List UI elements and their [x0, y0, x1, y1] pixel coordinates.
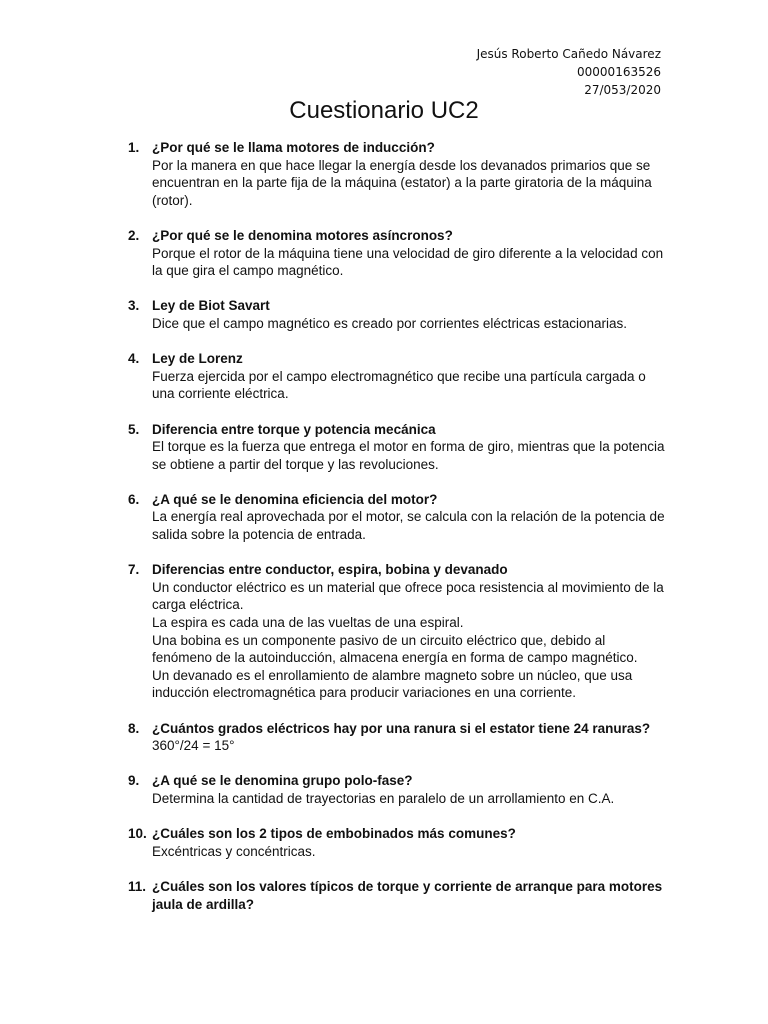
question-item: [128, 772, 668, 807]
question-item: [128, 227, 668, 280]
question-item: [128, 825, 668, 860]
question-number: 8.: [128, 720, 140, 736]
question-text: Ley de Biot Savart: [152, 298, 270, 314]
question-text: ¿A qué se le denomina eficiencia del motor?: [152, 491, 438, 507]
question-list: [128, 139, 668, 931]
answer-text: Fuerza ejercida por el campo electromagnético que recibe una partícula cargada o una corriente eléctrica.: [152, 368, 646, 402]
question-number: 1.: [128, 140, 140, 155]
question-number: 5.: [128, 421, 140, 437]
question-text: ¿Cuántos grados eléctricos hay por una ranura si el estator tiene 24 ranuras?: [152, 720, 651, 736]
author-header: [477, 45, 661, 99]
answer-text: El torque es la fuerza que entrega el motor en forma de giro, mientras que la potencia se obtiene a partir del torque y las revoluciones.: [152, 439, 665, 472]
question-number: 7.: [128, 562, 140, 578]
question-number: 11.: [128, 878, 147, 894]
answer-text: Un conductor eléctrico es un material que ofrece poca resistencia al movimiento de la carga eléctrica. La espira es cada una de las vueltas de una espiral. Una bobina es un componente pasivo de un circuito eléctrico que, debido al fenómeno de la autoinducción, almacena energía en forma de campo magnético. Un devanado es el enrollamiento de alambre magneto sobre un núcleo, que usa inducción electromagnética para producir variaciones en una corriente.: [152, 579, 664, 701]
question-item: [128, 139, 668, 209]
answer-text: Dice que el campo magnético es creado por corrientes eléctricas estacionarias.: [152, 315, 627, 331]
question-number: 2.: [128, 227, 140, 243]
student-id: 00000163526: [577, 65, 661, 79]
question-item: [128, 297, 668, 332]
question-text: ¿Por qué se le denomina motores asíncronos?: [152, 227, 453, 243]
question-item: [128, 878, 668, 913]
question-item: [128, 350, 668, 403]
answer-text: 360°/24 = 15°: [152, 738, 235, 754]
question-text: ¿Cuáles son los 2 tipos de embobinados más comunes?: [152, 826, 516, 842]
question-text: ¿A qué se le denomina grupo polo-fase?: [152, 773, 413, 789]
question-number: 10.: [128, 826, 147, 842]
answer-text: La energía real aprovechada por el motor, se calcula con la relación de la potencia de salida sobre la potencia de entrada.: [152, 509, 665, 543]
answer-text: Por la manera en que hace llegar la energía desde los devanados primarios que se encuentran en la parte fija de la máquina (estator) a la parte giratoria de la máquina (rotor).: [152, 157, 652, 208]
question-item: [128, 491, 668, 544]
question-text: Ley de Lorenz: [152, 351, 243, 367]
question-text: Diferencias entre conductor, espira, bobina y devanado: [152, 562, 508, 578]
question-item: [128, 561, 668, 702]
question-text: Diferencia entre torque y potencia mecánica: [152, 421, 436, 437]
question-text: ¿Por qué se le llama motores de inducción?: [152, 140, 435, 155]
author-name: Jesús Roberto Cañedo Návarez: [476, 47, 661, 61]
question-number: 4.: [128, 351, 140, 367]
document-title: Cuestionario UC2: [289, 97, 479, 124]
question-item: [128, 720, 668, 755]
answer-text: Porque el rotor de la máquina tiene una velocidad de giro diferente a la velocidad con la que gira el campo magnético.: [152, 245, 664, 279]
question-number: 9.: [128, 773, 140, 789]
question-number: 6.: [128, 491, 140, 507]
question-number: 3.: [128, 298, 140, 314]
document-date: 27/053/2020: [584, 83, 661, 97]
question-item: [128, 421, 668, 474]
answer-text: Excéntricas y concéntricas.: [152, 843, 316, 859]
question-text: ¿Cuáles son los valores típicos de torque y corriente de arranque para motores jaula de ardilla?: [152, 878, 663, 912]
answer-text: Determina la cantidad de trayectorias en paralelo de un arrollamiento en C.A.: [152, 790, 615, 806]
